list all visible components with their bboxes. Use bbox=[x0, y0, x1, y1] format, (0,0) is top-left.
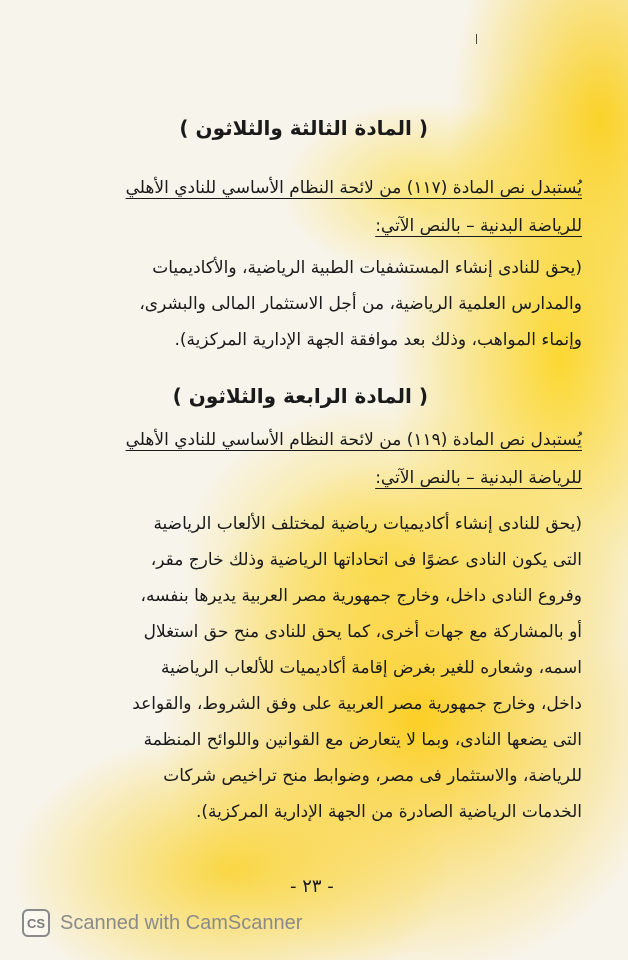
article-33-heading: ( المادة الثالثة والثلاثون ) bbox=[179, 116, 428, 140]
article-34-body-line-1: (يحق للنادى إنشاء أكاديميات رياضية لمختلف الألعاب الرياضية bbox=[153, 514, 582, 534]
article-33-body-line-1: (يحق للنادى إنشاء المستشفيات الطبية الرياضية، والأكاديميات bbox=[152, 258, 582, 278]
article-33-body-line-2: والمدارس العلمية الرياضية، من أجل الاستثمار المالى والبشرى، bbox=[139, 294, 582, 314]
camscanner-watermark bbox=[22, 906, 302, 940]
article-34-intro-line-2: للرياضة البدنية – بالنص الآتي: bbox=[375, 468, 582, 488]
article-34-heading: ( المادة الرابعة والثلاثون ) bbox=[172, 384, 428, 408]
page-number: - ٢٣ - bbox=[290, 876, 334, 897]
article-33-body-line-3: وإنماء المواهب، وذلك بعد موافقة الجهة الإدارية المركزية). bbox=[174, 330, 582, 350]
article-33-intro-line-2: للرياضة البدنية – بالنص الآتي: bbox=[375, 216, 582, 236]
camscanner-logo-icon: CS bbox=[22, 909, 50, 937]
article-34-body-line-3: وفروع النادى داخل، وخارج جمهورية مصر العربية يديرها بنفسه، bbox=[140, 586, 582, 606]
article-34-body-line-4: أو بالمشاركة مع جهات أخرى، كما يحق للنادى منح حق استغلال bbox=[143, 622, 582, 642]
article-34-body-line-2: التى يكون النادى عضوًا فى اتحاداتها الرياضية وذلك خارج مقر، bbox=[150, 550, 582, 570]
article-34-body-line-5: اسمه، وشعاره للغير بغرض إقامة أكاديميات للألعاب الرياضية bbox=[160, 658, 582, 678]
article-34-body-line-6: داخل، وخارج جمهورية مصر العربية على وفق الشروط، والقواعد bbox=[132, 694, 582, 714]
camscanner-text: Scanned with CamScanner bbox=[60, 911, 303, 934]
page-mark bbox=[476, 34, 477, 44]
article-34-body-line-9: الخدمات الرياضية الصادرة من الجهة الإدارية المركزية). bbox=[195, 802, 582, 822]
article-34-intro-line-1: يُستبدل نص المادة (١١٩) من لائحة النظام الأساسي للنادي الأهلي bbox=[125, 430, 582, 450]
article-34-body-line-7: التى يضعها النادى، وبما لا يتعارض مع القوانين واللوائح المنظمة bbox=[143, 730, 582, 750]
article-34-body-line-8: للرياضة، والاستثمار فى مصر، وضوابط منح تراخيص شركات bbox=[163, 766, 582, 786]
article-33-intro-line-1: يُستبدل نص المادة (١١٧) من لائحة النظام الأساسي للنادي الأهلي bbox=[125, 178, 582, 198]
